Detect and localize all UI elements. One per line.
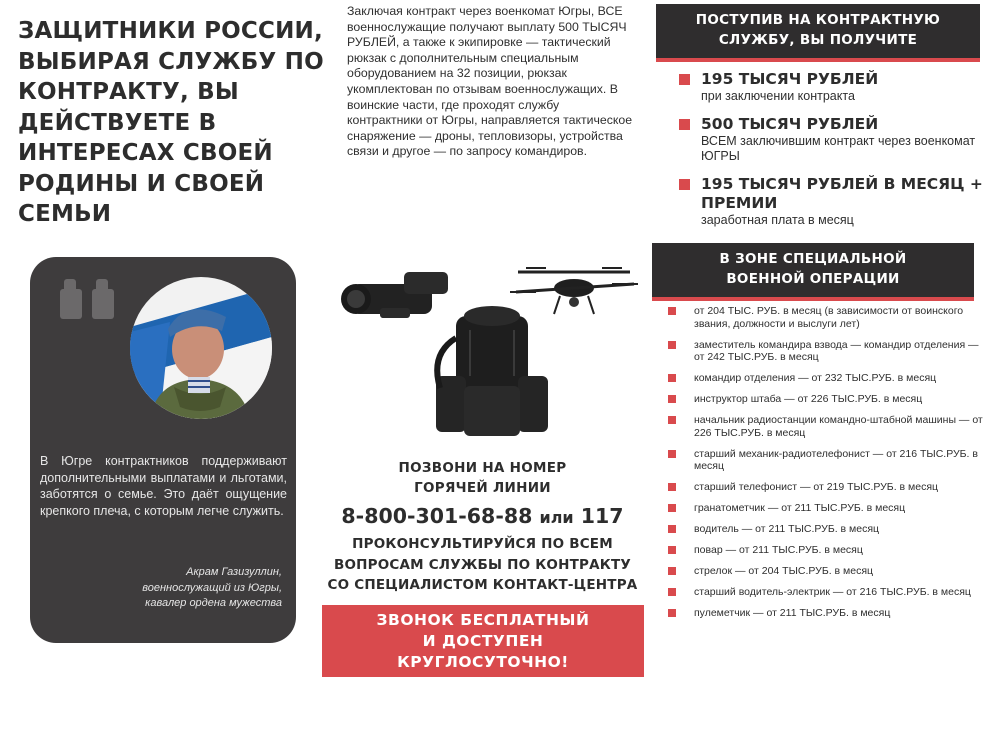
thermal-scope-icon bbox=[341, 272, 448, 318]
benefit-amount: 195 ТЫСЯЧ РУБЛЕЙ В МЕСЯЦ + ПРЕМИИ bbox=[701, 175, 983, 212]
salary-list bbox=[663, 305, 983, 620]
tactical-backpack-icon bbox=[436, 306, 548, 436]
free-call-banner bbox=[322, 605, 644, 677]
phone-row bbox=[320, 503, 645, 531]
benefits-banner-line-2: СЛУЖБУ, ВЫ ПОЛУЧИТЕ bbox=[718, 32, 918, 48]
free-call-line-1: ЗВОНОК БЕСПЛАТНЫЙ bbox=[376, 611, 590, 629]
benefits-banner-line-1: ПОСТУПИВ НА КОНТРАКТНУЮ bbox=[695, 12, 941, 28]
svo-banner-line-2: ВОЕННОЙ ОПЕРАЦИИ bbox=[726, 271, 900, 287]
benefit-desc: ВСЕМ заключившим контракт через военкомат ЮГРЫ bbox=[701, 134, 976, 163]
benefit-item bbox=[676, 175, 986, 228]
headline: ЗАЩИТНИКИ РОССИИ, ВЫБИРАЯ СЛУЖБУ ПО КОНТРАКТУ, ВЫ ДЕЙСТВУЕТЕ В ИНТЕРЕСАХ СВОЕЙ РОДИНЫ И СВОЕЙ СЕМЬИ bbox=[18, 18, 324, 227]
consult-line-3: СО СПЕЦИАЛИСТОМ КОНТАКТ-ЦЕНТРА bbox=[327, 577, 638, 593]
author-name: Акрам Газизуллин, bbox=[186, 566, 282, 578]
consult-line-1: ПРОКОНСУЛЬТИРУЙСЯ ПО ВСЕМ bbox=[352, 536, 613, 552]
benefits-list bbox=[676, 70, 986, 239]
benefit-item bbox=[676, 115, 986, 164]
call-label-2: ГОРЯЧЕЙ ЛИНИИ bbox=[414, 480, 551, 496]
short-number-link[interactable]: 117 bbox=[580, 504, 624, 528]
salary-item: пулеметчик — от 211 ТЫС.РУБ. в месяц bbox=[663, 607, 983, 620]
salary-item: водитель — от 211 ТЫС.РУБ. в месяц bbox=[663, 523, 983, 536]
free-call-line-2: И ДОСТУПЕН bbox=[422, 632, 544, 650]
salary-item: старший телефонист — от 219 ТЫС.РУБ. в месяц bbox=[663, 481, 983, 494]
benefits-banner bbox=[656, 4, 980, 62]
salary-item: командир отделения — от 232 ТЫС.РУБ. в месяц bbox=[663, 372, 983, 385]
benefit-desc: заработная плата в месяц bbox=[701, 213, 854, 227]
benefit-amount: 195 ТЫСЯЧ РУБЛЕЙ bbox=[701, 70, 879, 88]
salary-item: заместитель командира взвода — командир отделения — от 242 ТЫС.РУБ. в месяц bbox=[663, 339, 983, 364]
salary-item: стрелок — от 204 ТЫС.РУБ. в месяц bbox=[663, 565, 983, 578]
testimonial-author bbox=[42, 565, 282, 612]
consult-line-2: ВОПРОСАМ СЛУЖБЫ ПО КОНТРАКТУ bbox=[333, 556, 632, 573]
svo-banner bbox=[652, 243, 974, 301]
svo-banner-line-1: В ЗОНЕ СПЕЦИАЛЬНОЙ bbox=[719, 251, 907, 267]
testimonial-quote: В Югре контрактников поддерживают дополнительными выплатами и льготами, заботятся о семье. Это даёт ощущение крепкого плеча, с которым легче служить. bbox=[40, 454, 287, 518]
contract-intro: Заключая контракт через военкомат Югры, ВСЕ военнослужащие получают выплату 500 ТЫСЯЧ РУБЛЕЙ, а также к экипировке — тактический рюкзак с дополнительным специальным оборудованием на 32 позиции, рюкзак укомплектован по отзывам военнослужащих. В воинские части, где проходят службу контрактники от Югры, направляется тактическое снаряжение — дроны, тепловизоры, устройства связи и другое — по запросу командиров. bbox=[347, 4, 633, 159]
salary-item: гранатометчик — от 211 ТЫС.РУБ. в месяц bbox=[663, 502, 983, 515]
avatar bbox=[130, 277, 272, 419]
salary-item: инструктор штаба — от 226 ТЫС.РУБ. в месяц bbox=[663, 393, 983, 406]
phone-number-link[interactable]: 8-800-301-68-88 bbox=[341, 504, 533, 528]
hotline-block bbox=[320, 458, 645, 596]
phone-or-text: или bbox=[539, 508, 574, 527]
free-call-line-3: КРУГЛОСУТОЧНО! bbox=[397, 653, 569, 671]
author-role: военнослужащий из Югры, bbox=[142, 581, 282, 594]
equipment-illustration bbox=[340, 258, 640, 443]
salary-item: старший механик-радиотелефонист — от 216 ТЫС.РУБ. в месяц bbox=[663, 448, 983, 473]
benefit-desc: при заключении контракта bbox=[701, 89, 855, 103]
salary-item: повар — от 211 ТЫС.РУБ. в месяц bbox=[663, 544, 983, 557]
drone-icon bbox=[510, 268, 638, 314]
testimonial-card bbox=[30, 257, 296, 643]
salary-item: начальник радиостанции командно-штабной машины — от 226 ТЫС.РУБ. в месяц bbox=[663, 414, 983, 439]
author-award: кавалер ордена мужества bbox=[145, 597, 282, 609]
salary-item: старший водитель-электрик — от 216 ТЫС.РУБ. в месяц bbox=[663, 586, 983, 599]
benefit-amount: 500 ТЫСЯЧ РУБЛЕЙ bbox=[701, 115, 879, 133]
benefit-item bbox=[676, 70, 986, 104]
quote-marks-icon bbox=[58, 275, 118, 323]
call-label-1: ПОЗВОНИ НА НОМЕР bbox=[398, 460, 567, 476]
salary-item: от 204 ТЫС. РУБ. в месяц (в зависимости от воинского звания, должности и выслуги лет) bbox=[663, 305, 983, 330]
